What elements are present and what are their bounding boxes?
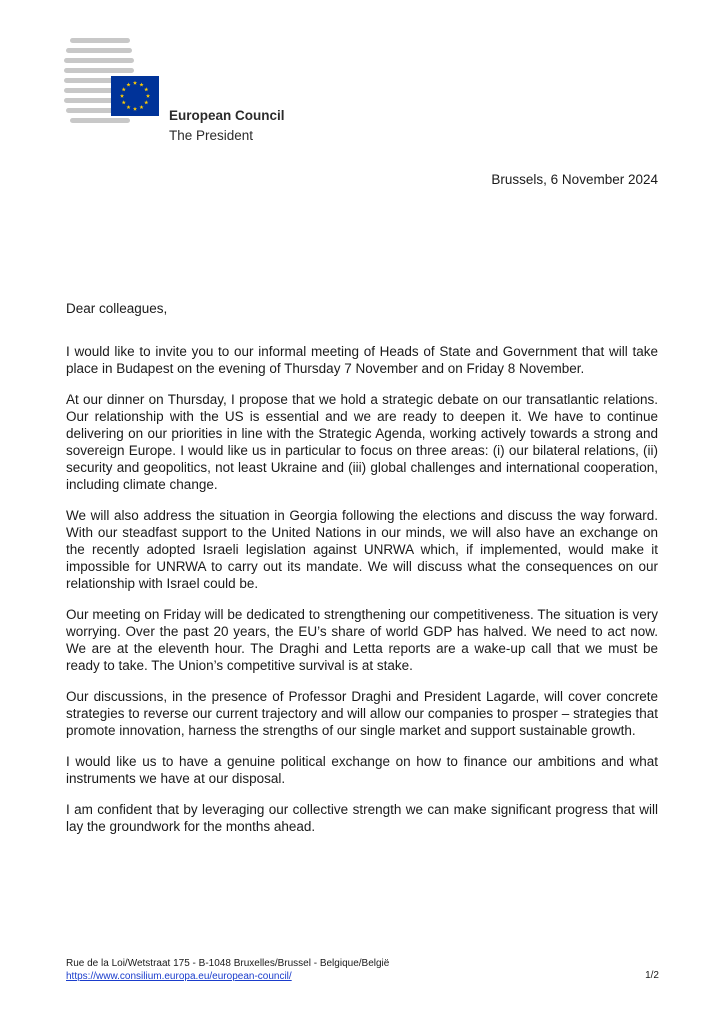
paragraph: Our discussions, in the presence of Professor Draghi and President Lagarde, will cover concrete strategies to reverse our current trajectory and will allow our companies to prosper – strategies that promote innovation, harness the strengths of our single market and support sustainable growth. bbox=[66, 689, 658, 738]
paragraph: I am confident that by leveraging our collective strength we can make significant progress that will lay the groundwork for the months ahead. bbox=[66, 802, 658, 834]
paragraph: I would like to invite you to our informal meeting of Heads of State and Government that will take place in Budapest on the evening of Thursday 7 November and on Friday 8 November. bbox=[66, 344, 658, 376]
paragraph: We will also address the situation in Georgia following the elections and discuss the way forward. With our steadfast support to the United Nations in our minds, we will also have an exchange on the recently adopted Israeli legislation against UNRWA which, if implemented, would make it impossible for UNRWA to carry out its mandate. We will discuss what the consequences on our relationship with Israel could be. bbox=[66, 508, 658, 591]
footer bbox=[66, 957, 389, 983]
salutation: Dear colleagues, bbox=[66, 301, 168, 316]
paragraph: Our meeting on Friday will be dedicated to strengthening our competitiveness. The situation is very worrying. Over the past 20 years, the EU’s share of world GDP has halved. We need to act now. We are at the eleventh hour. The Draghi and Letta reports are a wake-up call that we must be ready to take. The Union’s competitive survival is at stake. bbox=[66, 607, 658, 673]
paragraph: At our dinner on Thursday, I propose that we hold a strategic debate on our transatlantic relations. Our relationship with the US is essential and we are ready to deepen it. We have to continue delivering on our priorities in line with the Strategic Agenda, working actively towards a strong and sovereign Europe. I would like us in particular to focus on three areas: (i) our bilateral relations, (ii) security and geopolitics, not least Ukraine and (iii) global challenges and international cooperation, including climate change. bbox=[66, 392, 658, 492]
page-number: 1/2 bbox=[645, 970, 659, 981]
letter-date: Brussels, 6 November 2024 bbox=[491, 172, 658, 187]
footer-address: Rue de la Loi/Wetstraat 175 - B-1048 Bruxelles/Brussel - Belgique/België bbox=[66, 958, 390, 969]
letter-body bbox=[66, 300, 658, 849]
organization-subtitle: The President bbox=[169, 128, 254, 143]
footer-website-link[interactable]: https://www.consilium.europa.eu/european-council/ bbox=[66, 971, 292, 982]
european-council-logo bbox=[64, 36, 164, 132]
paragraph: I would like us to have a genuine political exchange on how to finance our ambitions and what instruments we have at our disposal. bbox=[66, 754, 658, 786]
organization-name: European Council bbox=[169, 108, 285, 123]
